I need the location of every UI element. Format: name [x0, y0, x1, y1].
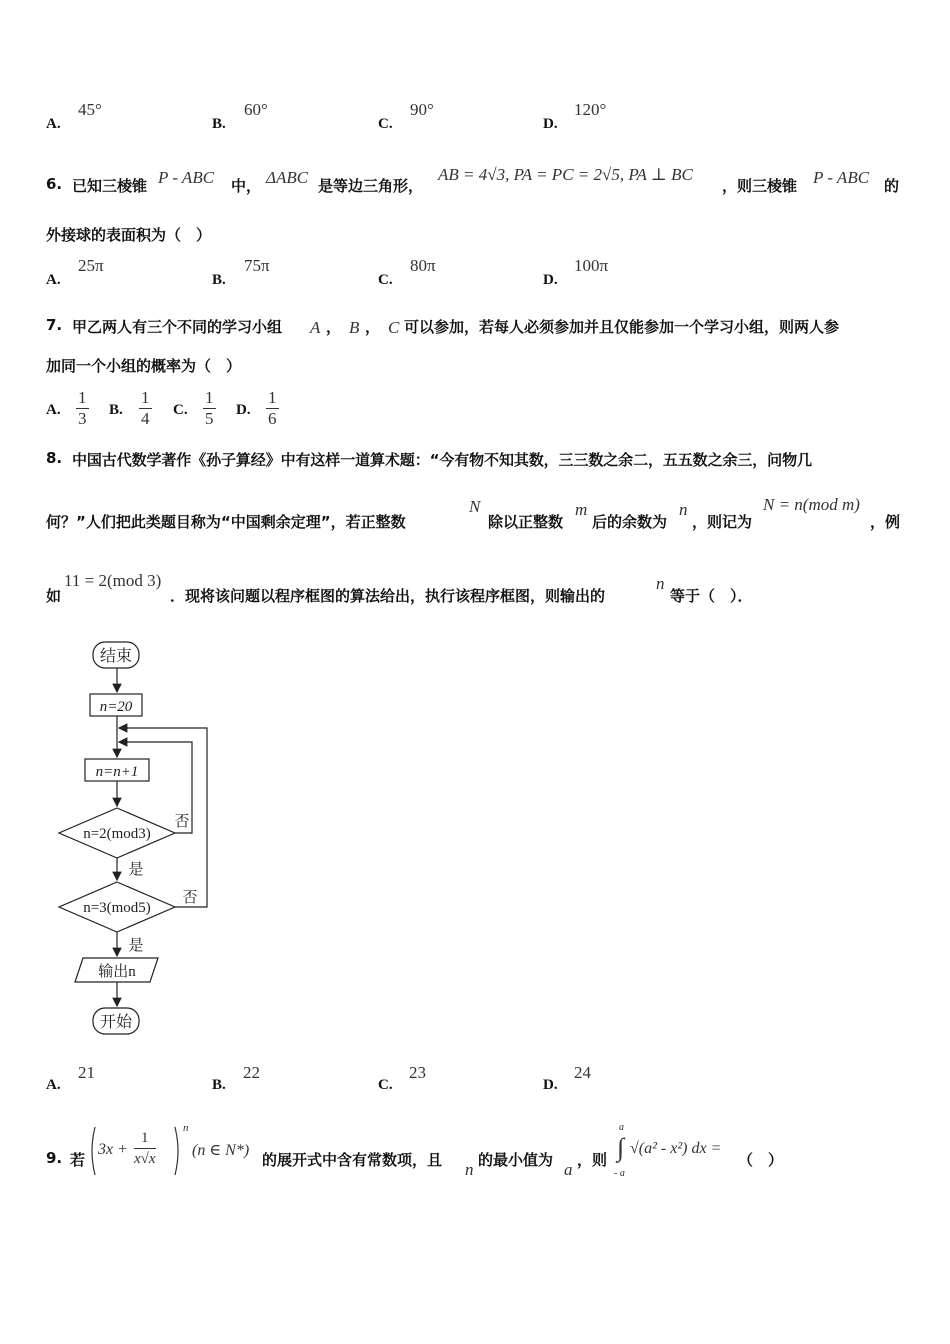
- q7-option-a-label: A.: [46, 402, 61, 418]
- q6-option-b-value: 75π: [244, 256, 270, 275]
- q7-option-b-denominator: 4: [141, 409, 150, 428]
- q9-text-5: （ ）: [738, 1151, 784, 1169]
- q8-math-n: n: [679, 500, 688, 519]
- q6-math-4: P - ABC: [813, 168, 870, 187]
- integral-sign-icon: ∫: [617, 1133, 625, 1162]
- q7-group-b: B: [349, 318, 360, 337]
- q5-option-b-label: B.: [212, 116, 226, 132]
- q8-math-m: m: [575, 500, 588, 519]
- q8-math-example: 11 = 2(mod 3): [64, 571, 162, 590]
- q6-option-a-value: 25π: [78, 256, 104, 275]
- q8-text-7: ．现将该问题以程序框图的算法给出，执行该程序框图，则输出的: [170, 587, 606, 605]
- q6-option-b-label: B.: [212, 272, 226, 288]
- q9-frac-denominator: x√x: [134, 1151, 156, 1167]
- program-flowchart: [40, 630, 240, 1050]
- q7-option-a-fraction: [76, 388, 89, 429]
- q7-option-b-fraction: [139, 388, 152, 429]
- q7-group-c: C: [388, 318, 400, 337]
- q7-option-d-fraction: [266, 388, 279, 429]
- q7-option-d-denominator: 6: [268, 409, 277, 428]
- q9-left-paren: [88, 1126, 96, 1176]
- q7-group-a: A: [310, 318, 321, 337]
- q8-text-1: 何？”人们把此类题目称为“中国剩余定理”，若正整数: [46, 513, 406, 531]
- q8-number: 8.: [46, 449, 63, 467]
- q6-option-d-label: D.: [543, 272, 558, 288]
- q9-condition: (n ∈ N*): [192, 1142, 250, 1159]
- q7-option-d-numerator: 1: [268, 388, 277, 407]
- q8-text-6: 如: [46, 587, 62, 605]
- q6-math-2: ΔABC: [266, 168, 309, 187]
- q6-line-2: 外接球的表面积为（ ）: [46, 226, 212, 244]
- q7-sep-1: ，: [326, 318, 342, 336]
- q9-math-a: a: [564, 1160, 573, 1179]
- q9-int-lower: - a: [614, 1168, 625, 1179]
- q6-option-c-label: C.: [378, 272, 393, 288]
- q7-option-c-fraction: [203, 388, 216, 429]
- q7-option-d-label: D.: [236, 402, 251, 418]
- q8-text-4: ，则记为: [692, 513, 753, 531]
- q8-math-n2: n: [656, 574, 665, 593]
- q9-int-upper: a: [619, 1122, 624, 1133]
- q7-number: 7.: [46, 316, 63, 334]
- q6-option-a-label: A.: [46, 272, 61, 288]
- q9-number: 9.: [46, 1149, 63, 1167]
- q5-option-c-value: 90°: [410, 100, 434, 119]
- q5-option-d-label: D.: [543, 116, 558, 132]
- q6-text-2: 中，: [231, 177, 262, 195]
- q9-text-4: ，则: [577, 1151, 608, 1169]
- q9-fraction: [134, 1128, 156, 1169]
- q9-text-3: 的最小值为: [478, 1151, 554, 1169]
- q9-integrand: √(a² - x²) dx =: [630, 1140, 722, 1157]
- q8-text-2: 除以正整数: [488, 513, 564, 531]
- q8-math-N: N: [469, 497, 481, 516]
- q8-option-c-label: C.: [378, 1077, 393, 1093]
- q7-line-2: 加同一个小组的概率为（ ）: [46, 357, 242, 375]
- q6-number: 6.: [46, 175, 63, 193]
- q8-line-1: 中国古代数学著作《孙子算经》中有这样一道算术题：“今有物不知其数，三三数之余二，五五数之余三，问物几: [72, 451, 812, 469]
- q6-option-c-value: 80π: [410, 256, 436, 275]
- q7-option-b-label: B.: [109, 402, 123, 418]
- q6-text-5: 的: [884, 177, 900, 195]
- q5-option-d-value: 120°: [574, 100, 607, 119]
- q8-option-b-value: 22: [243, 1063, 260, 1082]
- q6-text-4: ，则三棱锥: [722, 177, 798, 195]
- q8-option-a-value: 21: [78, 1063, 95, 1082]
- q9-right-paren: [174, 1126, 182, 1176]
- q5-option-b-value: 60°: [244, 100, 268, 119]
- q9-text-1: 若: [70, 1151, 86, 1169]
- q7-text-1: 甲乙两人有三个不同的学习小组: [72, 318, 283, 336]
- q7-option-c-denominator: 5: [205, 409, 214, 428]
- q7-option-c-label: C.: [173, 402, 188, 418]
- q9-frac-numerator: 1: [134, 1128, 156, 1149]
- q6-option-d-value: 100π: [574, 256, 609, 275]
- flow-yes-label-1: 是: [128, 862, 144, 878]
- q8-option-d-value: 24: [574, 1063, 591, 1082]
- q5-option-c-label: C.: [378, 116, 393, 132]
- q9-math-n: n: [465, 1160, 474, 1179]
- q9-exponent: n: [183, 1122, 189, 1134]
- q5-option-a-value: 45°: [78, 100, 102, 119]
- q8-option-c-value: 23: [409, 1063, 426, 1082]
- flow-increment-label: n=n+1: [95, 764, 139, 780]
- q7-text-2: 可以参加，若每人必须参加并且仅能参加一个学习小组，则两人参: [404, 318, 840, 336]
- flow-end-label: 开始: [99, 1014, 133, 1031]
- q7-option-c-numerator: 1: [205, 388, 214, 407]
- q6-math-3: AB = 4√3, PA = PC = 2√5, PA ⊥ BC: [438, 165, 693, 184]
- flow-start-label: 结束: [99, 648, 133, 665]
- q8-text-3: 后的余数为: [592, 513, 668, 531]
- q7-option-b-numerator: 1: [141, 388, 150, 407]
- flow-output-label: 输出n: [98, 964, 136, 980]
- flow-no-label-1: 否: [174, 814, 190, 830]
- q6-math-1: P - ABC: [158, 168, 215, 187]
- q9-text-2: 的展开式中含有常数项，且: [262, 1151, 443, 1169]
- flow-init-label: n=20: [99, 699, 133, 715]
- q7-option-a-denominator: 3: [78, 409, 87, 428]
- q8-text-8: 等于（ ）．: [670, 587, 753, 605]
- q8-option-a-label: A.: [46, 1077, 61, 1093]
- flow-condition-2-label: n=3(mod5): [83, 900, 151, 916]
- q7-sep-2: ，: [365, 318, 381, 336]
- flow-no-label-2: 否: [182, 890, 198, 906]
- q8-math-mod: N = n(mod m): [763, 495, 860, 514]
- q8-text-5: ，例: [870, 513, 901, 531]
- q6-text-3: 是等边三角形，: [318, 177, 424, 195]
- q9-expr-a: 3x +: [98, 1141, 128, 1158]
- q7-option-a-numerator: 1: [78, 388, 87, 407]
- q8-option-b-label: B.: [212, 1077, 226, 1093]
- q5-option-a-label: A.: [46, 116, 61, 132]
- flow-loop-2: [119, 728, 207, 907]
- q8-option-d-label: D.: [543, 1077, 558, 1093]
- flow-yes-label-2: 是: [128, 938, 144, 954]
- q6-text-1: 已知三棱锥: [72, 177, 148, 195]
- flow-condition-1-label: n=2(mod3): [83, 826, 151, 842]
